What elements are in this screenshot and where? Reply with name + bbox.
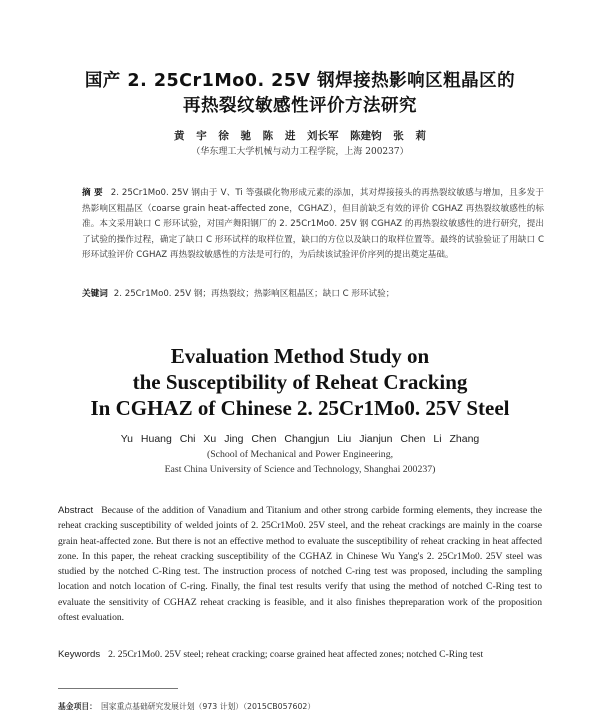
chinese-keywords	[82, 287, 544, 299]
chinese-abstract-label: 摘 要	[82, 188, 103, 198]
english-title-line-3: In CGHAZ of Chinese 2. 25Cr1Mo0. 25V Steel	[90, 396, 510, 420]
chinese-title-line-1: 国产 2. 25Cr1Mo0. 25V 钢焊接热影响区粗晶区的	[84, 71, 516, 91]
english-keywords-label: Keywords	[58, 649, 101, 660]
chinese-abstract	[82, 186, 544, 283]
english-affiliation-line-1: (School of Mechanical and Power Engineering,	[206, 449, 394, 460]
chinese-keywords-text: 2. 25Cr1Mo0. 25V 钢；再热裂纹；热影响区粗晶区；缺口 C 形环试验；	[113, 289, 395, 299]
chinese-abstract-text: 2. 25Cr1Mo0. 25V 钢由于 V、Ti 等强碳化物形成元素的添加，其对焊接接头的再热裂纹敏感与增加，且多发于热影响区粗晶区（coarse grain heat-affected zone，CGHAZ），但目前缺乏有效的评价 CGHAZ 再热裂纹敏感性的标准。本文采用缺口 C 形环试验，对国产舞阳钢厂的 2. 25Cr1Mo0. 25V 钢 CGHAZ 的再热裂纹敏感性的进行研究，提出了试验的操作过程，确定了缺口 C 形环试样的取样位置，缺口的方位以及缺口的取样位置等。最终的试验验证了用缺口 C 形环试验评价 CGHAZ 再热裂纹敏感性的方法是可行的，为后续该试验评价序列的提出奠定基础。	[82, 188, 544, 261]
english-abstract	[58, 503, 542, 625]
english-affiliation-line-2: East China University of Science and Technology, Shanghai 200237)	[164, 464, 436, 475]
chinese-title-line-2: 再热裂纹敏感性评价方法研究	[183, 96, 417, 116]
chinese-authors: 黄 宇 徐 驰 陈 进 刘长军 陈建钧 张 莉	[174, 130, 426, 142]
english-authors: Yu Huang Chi Xu Jing Chen Changjun Liu Jianjun Chen Li Zhang	[120, 433, 480, 445]
footnote-rule	[58, 688, 178, 689]
english-abstract-text: Because of the addition of Vanadium and Titanium and other strong carbide forming elements, they increase the reheat cracking susceptibility of welded joints of 2. 25Cr1Mo0. 25V steel, and the reheat crackings are mainly in the coarse grain heat-affected zone. But there is not an effective method to evaluate the susceptibility of reheat cracking in heat affected zone. In this paper, the reheat cracking susceptibility of the CGHAZ in Chinese Wu Yang's 2. 25Cr1Mo0. 25V steel was studied by the notched C-Ring test. The instruction process of notched C-ring test was proposed, including the sampling location and notch location of C-ring. Finally, the final test results verify that using the method of notched C-Ring test to evaluate the sensitivity of CGHAZ reheat cracking is feasible, and it also finishes thepreparation work of the proposition oftest evaluation.	[58, 505, 542, 624]
footnote-text: 国家重点基础研究发展计划（973 计划）（2015CB057602）	[100, 702, 316, 711]
chinese-affiliation: （华东理工大学机械与动力工程学院，上海 200237）	[191, 147, 409, 157]
chinese-keywords-label: 关键词	[82, 289, 108, 299]
english-abstract-label: Abstract	[58, 505, 94, 516]
english-title-line-1: Evaluation Method Study on	[170, 344, 430, 368]
english-title-line-2: the Susceptibility of Reheat Cracking	[132, 370, 468, 394]
english-keywords-text: 2. 25Cr1Mo0. 25V steel; reheat cracking; coarse grained heat affected zones; notched C-Ring test	[108, 649, 484, 660]
footnote	[58, 701, 548, 712]
footnote-label: 基金项目：	[58, 702, 97, 711]
english-keywords	[58, 647, 542, 662]
